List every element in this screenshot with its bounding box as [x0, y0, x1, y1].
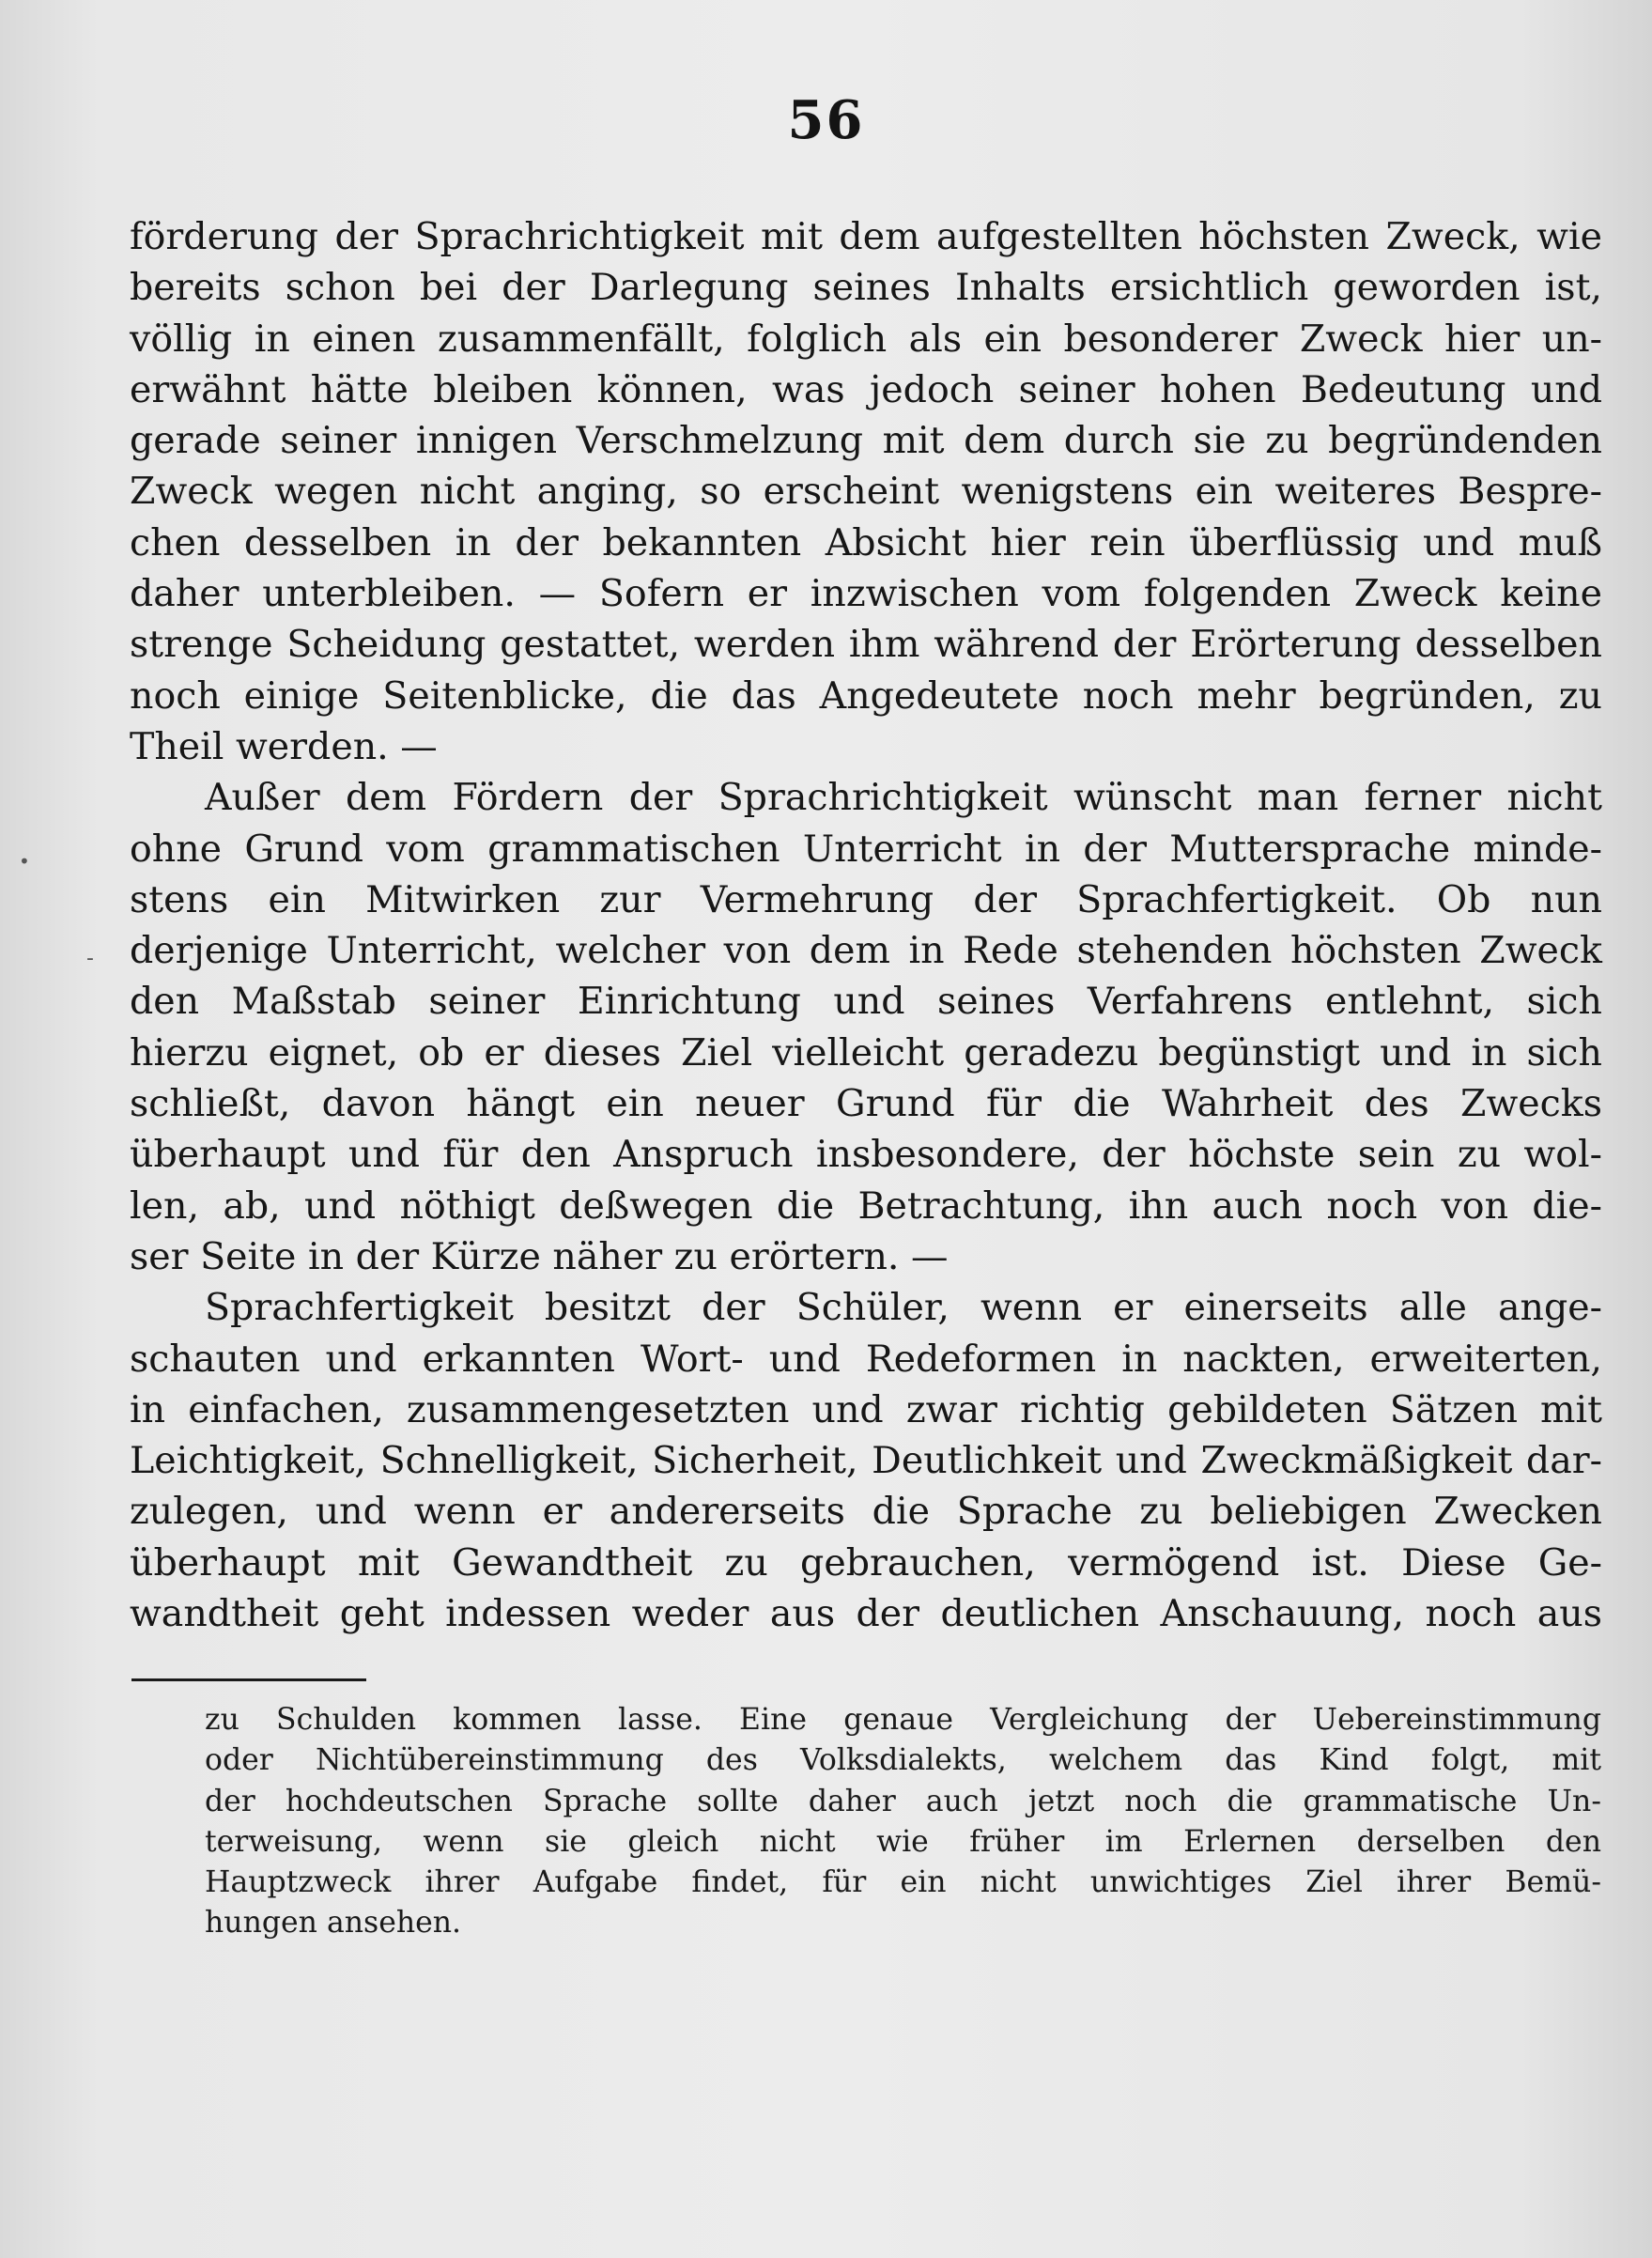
text-line: Sprachfertigkeit besitzt der Schüler, wenn er einerseits alle ange-: [205, 1286, 1602, 1330]
text-line: förderung der Sprachrichtigkeit mit dem aufgestellten höchsten Zweck, wie: [130, 215, 1602, 258]
text-line: zulegen, und wenn er andererseits die Sprache zu beliebigen Zwecken: [130, 1490, 1602, 1534]
text-line: den Maßstab seiner Einrichtung und seines Verfahrens entlehnt, sich: [130, 980, 1602, 1024]
text-line: strenge Scheidung gestattet, werden ihm während der Erörterung desselben: [130, 623, 1602, 667]
text-line: ser Seite in der Kürze näher zu erörtern. —: [130, 1234, 949, 1278]
text-line: hierzu eignet, ob er dieses Ziel vielleicht geradezu begünstigt und in sich: [130, 1030, 1602, 1075]
text-line: chen desselben in der bekannten Absicht hier rein überflüssig und muß: [130, 520, 1602, 564]
text-line: Theil werden. —: [130, 724, 438, 768]
footnote-line: hungen ansehen.: [205, 1906, 462, 1941]
margin-dot-mark: •: [19, 850, 30, 873]
text-line: Außer dem Fördern der Sprachrichtigkeit wünscht man ferner nicht: [205, 776, 1602, 820]
footnote-line: oder Nichtübereinstimmung des Volksdialekts, welchem das Kind folgt, mit: [205, 1743, 1601, 1778]
margin-dash-mark: -: [86, 947, 94, 970]
footnote: [205, 1700, 1601, 1944]
text-line: wandtheit geht indessen weder aus der deutlichen Anschauung, noch aus: [130, 1592, 1602, 1636]
text-line: überhaupt und für den Anspruch insbesondere, der höchste sein zu wol-: [130, 1133, 1602, 1177]
footnote-line: zu Schulden kommen lasse. Eine genaue Vergleichung der Uebereinstimmung: [205, 1703, 1601, 1737]
body-text: [130, 211, 1602, 1639]
text-line: völlig in einen zusammenfällt, folglich als ein besonderer Zweck hier un-: [130, 317, 1602, 361]
text-line: noch einige Seitenblicke, die das Angedeutete noch mehr begründen, zu: [130, 673, 1602, 718]
footnote-separator-rule: [131, 1678, 366, 1681]
text-line: Leichtigkeit, Schnelligkeit, Sicherheit, Deutlichkeit und Zweckmäßigkeit dar-: [130, 1439, 1602, 1483]
footnote-line: terweisung, wenn sie gleich nicht wie früher im Erlernen derselben den: [205, 1824, 1601, 1859]
text-line: len, ab, und nöthigt deßwegen die Betrachtung, ihn auch noch von die-: [130, 1183, 1602, 1228]
footnote-line: Hauptzweck ihrer Aufgabe findet, für ein nicht unwichtiges Ziel ihrer Bemü-: [205, 1865, 1601, 1900]
text-line: schließt, davon hängt ein neuer Grund für die Wahrheit des Zwecks: [130, 1082, 1602, 1126]
page-number: 56: [787, 89, 865, 151]
text-line: schauten und erkannten Wort- und Redeformen in nackten, erweiterten,: [130, 1337, 1602, 1381]
text-line: überhaupt mit Gewandtheit zu gebrauchen, vermögend ist. Diese Ge-: [130, 1540, 1602, 1585]
text-line: derjenige Unterricht, welcher von dem in Rede stehenden höchsten Zweck: [130, 929, 1602, 973]
text-line: stens ein Mitwirken zur Vermehrung der Sprachfertigkeit. Ob nun: [130, 877, 1602, 921]
text-line: daher unterbleiben. — Sofern er inzwischen vom folgenden Zweck keine: [130, 572, 1602, 616]
text-line: gerade seiner innigen Verschmelzung mit dem durch sie zu begründenden: [130, 419, 1602, 463]
text-line: bereits schon bei der Darlegung seines Inhalts ersichtlich geworden ist,: [130, 266, 1602, 310]
text-line: ohne Grund vom grammatischen Unterricht in der Muttersprache minde-: [130, 827, 1602, 871]
text-line: Zweck wegen nicht anging, so erscheint wenigstens ein weiteres Bespre-: [130, 470, 1602, 514]
text-line: in einfachen, zusammengesetzten und zwar richtig gebildeten Sätzen mit: [130, 1387, 1602, 1431]
footnote-line: der hochdeutschen Sprache sollte daher auch jetzt noch die grammatische Un-: [205, 1784, 1601, 1818]
text-line: erwähnt hätte bleiben können, was jedoch seiner hohen Bedeutung und: [130, 367, 1602, 411]
